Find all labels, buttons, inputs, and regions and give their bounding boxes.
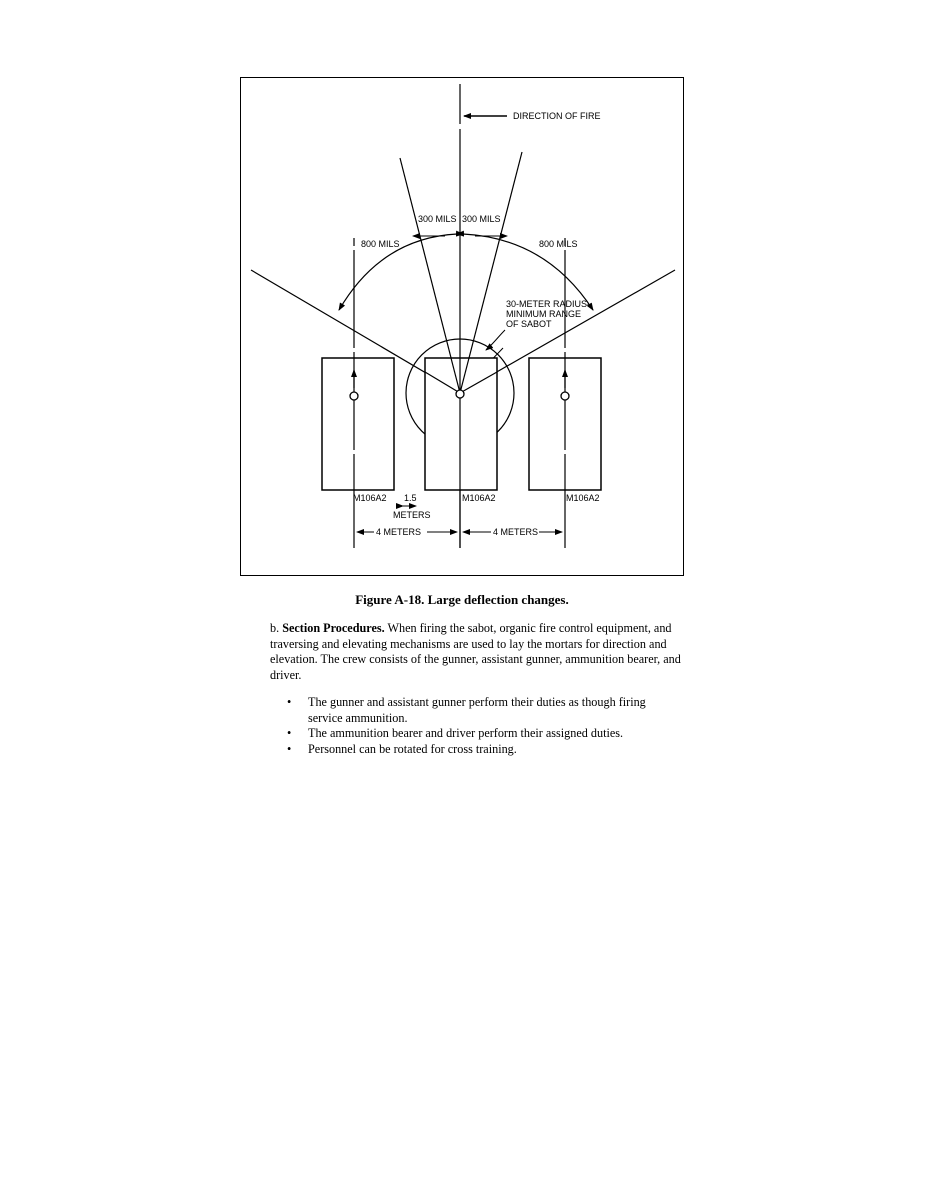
bullet-list [270,695,680,757]
radius-label-line3: OF SABOT [506,319,552,329]
list-item: • Personnel can be rotated for cross training. [270,742,680,758]
radius-label-line1: 30-METER RADIUS- [506,299,591,309]
direction-label: DIRECTION OF FIRE [513,111,601,121]
para-lead: Section Procedures. [282,621,385,635]
mils-800-right-label: 800 MILS [539,239,578,249]
gap-value-label: 1.5 [404,493,417,503]
dist-right-label: 4 METERS [493,527,539,537]
radius-label-line2: MINIMUM RANGE [506,309,581,319]
para-text: When firing the sabot, organic fire control equipment, and traversing and elevating mechanisms are used to lay the mortars for direction and elevation. The crew consists of the gunner, assistant gunner, ammunition bearer, and driver. [270,621,681,682]
mortar-left [350,392,358,400]
section-paragraph [270,621,700,683]
dist-left-label: 4 METERS [376,527,422,537]
deflection-diagram [241,78,685,577]
para-prefix: b. [270,621,283,635]
list-item: • The gunner and assistant gunner perform their duties as though firing service ammunition. [270,695,680,726]
mils-300-left-label: 300 MILS [418,214,457,224]
right-300-mil-line [460,152,522,393]
mils-800-left-label: 800 MILS [361,239,400,249]
gap-unit-label: METERS [393,510,431,520]
figure-caption: Figure A-18. Large deflection changes. [355,592,569,607]
list-item: • The ammunition bearer and driver perform their assigned duties. [270,726,680,742]
mils-300-right-label: 300 MILS [462,214,501,224]
vehicle-right-label: M106A2 [566,493,600,503]
mortar-right [561,392,569,400]
vehicle-left [322,358,394,490]
vehicle-center-label: M106A2 [462,493,496,503]
figure-frame [240,77,684,576]
radius-leader [486,330,505,350]
vehicle-left-label: M106A2 [353,493,387,503]
mortar-center [456,390,464,398]
